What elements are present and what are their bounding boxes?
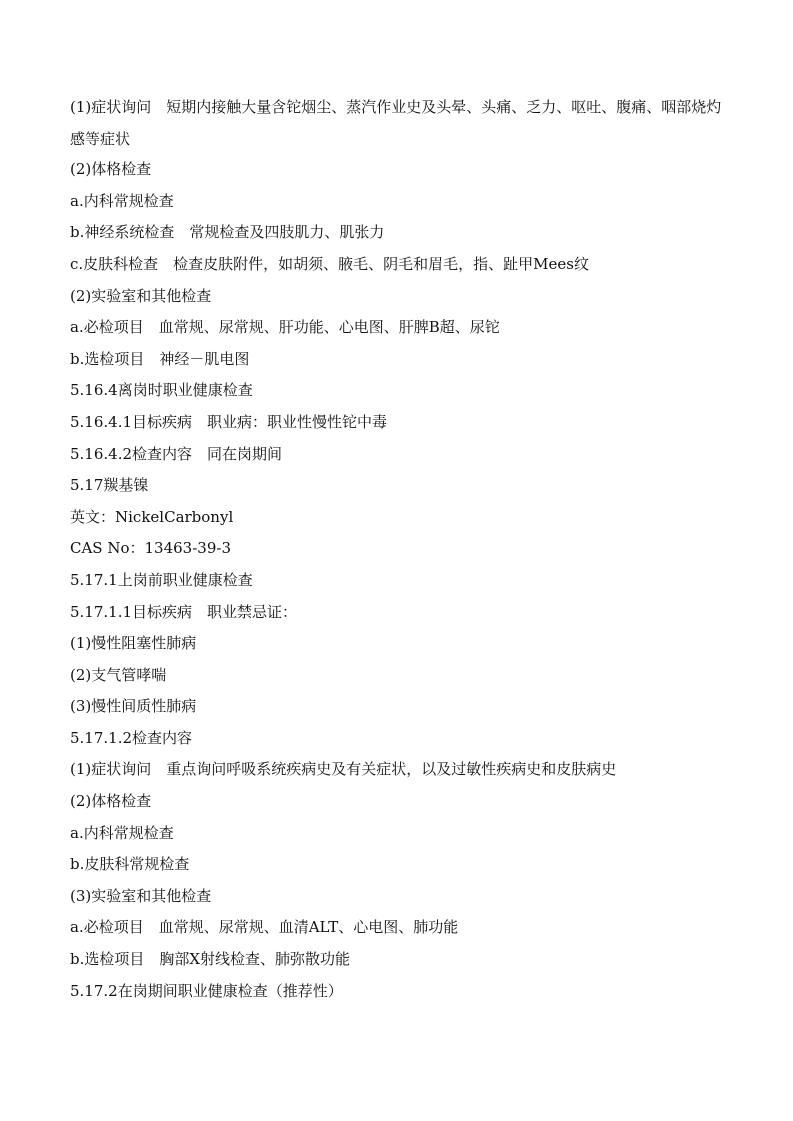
section-heading-5-17-2: 5.17.2在岗期间职业健康检查（推荐性） <box>70 981 343 1000</box>
paragraph-english-name: 英文：NickelCarbonyl <box>70 507 234 526</box>
paragraph-contraindication-3: (3)慢性间质性肺病 <box>70 697 197 716</box>
section-heading-5-17-1-1: 5.17.1.1目标疾病 职业禁忌证： <box>70 602 298 621</box>
paragraph-required-items: a.必检项目 血常规、尿常规、肝功能、心电图、肝脾B超、尿铊 <box>70 318 500 337</box>
paragraph-cas-number: CAS No：13463-39-3 <box>70 539 231 558</box>
paragraph-neurology-exam: b.神经系统检查 常规检查及四肢肌力、肌张力 <box>70 223 385 242</box>
section-heading-5-16-4-1: 5.16.4.1目标疾病 职业病：职业性慢性铊中毒 <box>70 412 388 431</box>
paragraph-optional-items-2: b.选检项目 胸部X射线检查、肺弥散功能 <box>70 950 351 969</box>
section-heading-5-16-4: 5.16.4离岗时职业健康检查 <box>70 381 253 400</box>
paragraph-internal-medicine: a.内科常规检查 <box>70 191 174 210</box>
paragraph-contraindication-2: (2)支气管哮喘 <box>70 665 167 684</box>
section-heading-5-17-1: 5.17.1上岗前职业健康检查 <box>70 570 253 589</box>
document-body <box>70 92 730 1008</box>
paragraph-symptom-inquiry-2: (1)症状询问 重点询问呼吸系统疾病史及有关症状，以及过敏性疾病史和皮肤病史 <box>70 760 617 779</box>
paragraph-internal-medicine-2: a.内科常规检查 <box>70 823 174 842</box>
paragraph-dermatology-routine: b.皮肤科常规检查 <box>70 855 190 874</box>
paragraph-physical-exam-heading-2: (2)体格检查 <box>70 792 152 811</box>
paragraph-physical-exam-heading: (2)体格检查 <box>70 160 152 179</box>
paragraph-required-items-2: a.必检项目 血常规、尿常规、血清ALT、心电图、肺功能 <box>70 918 459 937</box>
paragraph-symptom-inquiry: (1)症状询问 短期内接触大量含铊烟尘、蒸汽作业史及头晕、头痛、乏力、呕吐、腹痛、咽部烧灼感等症状 <box>70 98 722 148</box>
paragraph-lab-exam-heading-2: (3)实验室和其他检查 <box>70 886 212 905</box>
section-heading-5-16-4-2: 5.16.4.2检查内容 同在岗期间 <box>70 444 283 463</box>
paragraph-contraindication-1: (1)慢性阻塞性肺病 <box>70 634 197 653</box>
section-heading-5-17: 5.17羰基镍 <box>70 476 149 495</box>
paragraph-dermatology-exam: c.皮肤科检查 检查皮肤附件，如胡须、腋毛、阴毛和眉毛，指、趾甲Mees纹 <box>70 254 589 273</box>
paragraph-optional-items: b.选检项目 神经－肌电图 <box>70 349 250 368</box>
section-heading-5-17-1-2: 5.17.1.2检查内容 <box>70 728 193 747</box>
paragraph-lab-exam-heading: (2)实验室和其他检查 <box>70 286 212 305</box>
